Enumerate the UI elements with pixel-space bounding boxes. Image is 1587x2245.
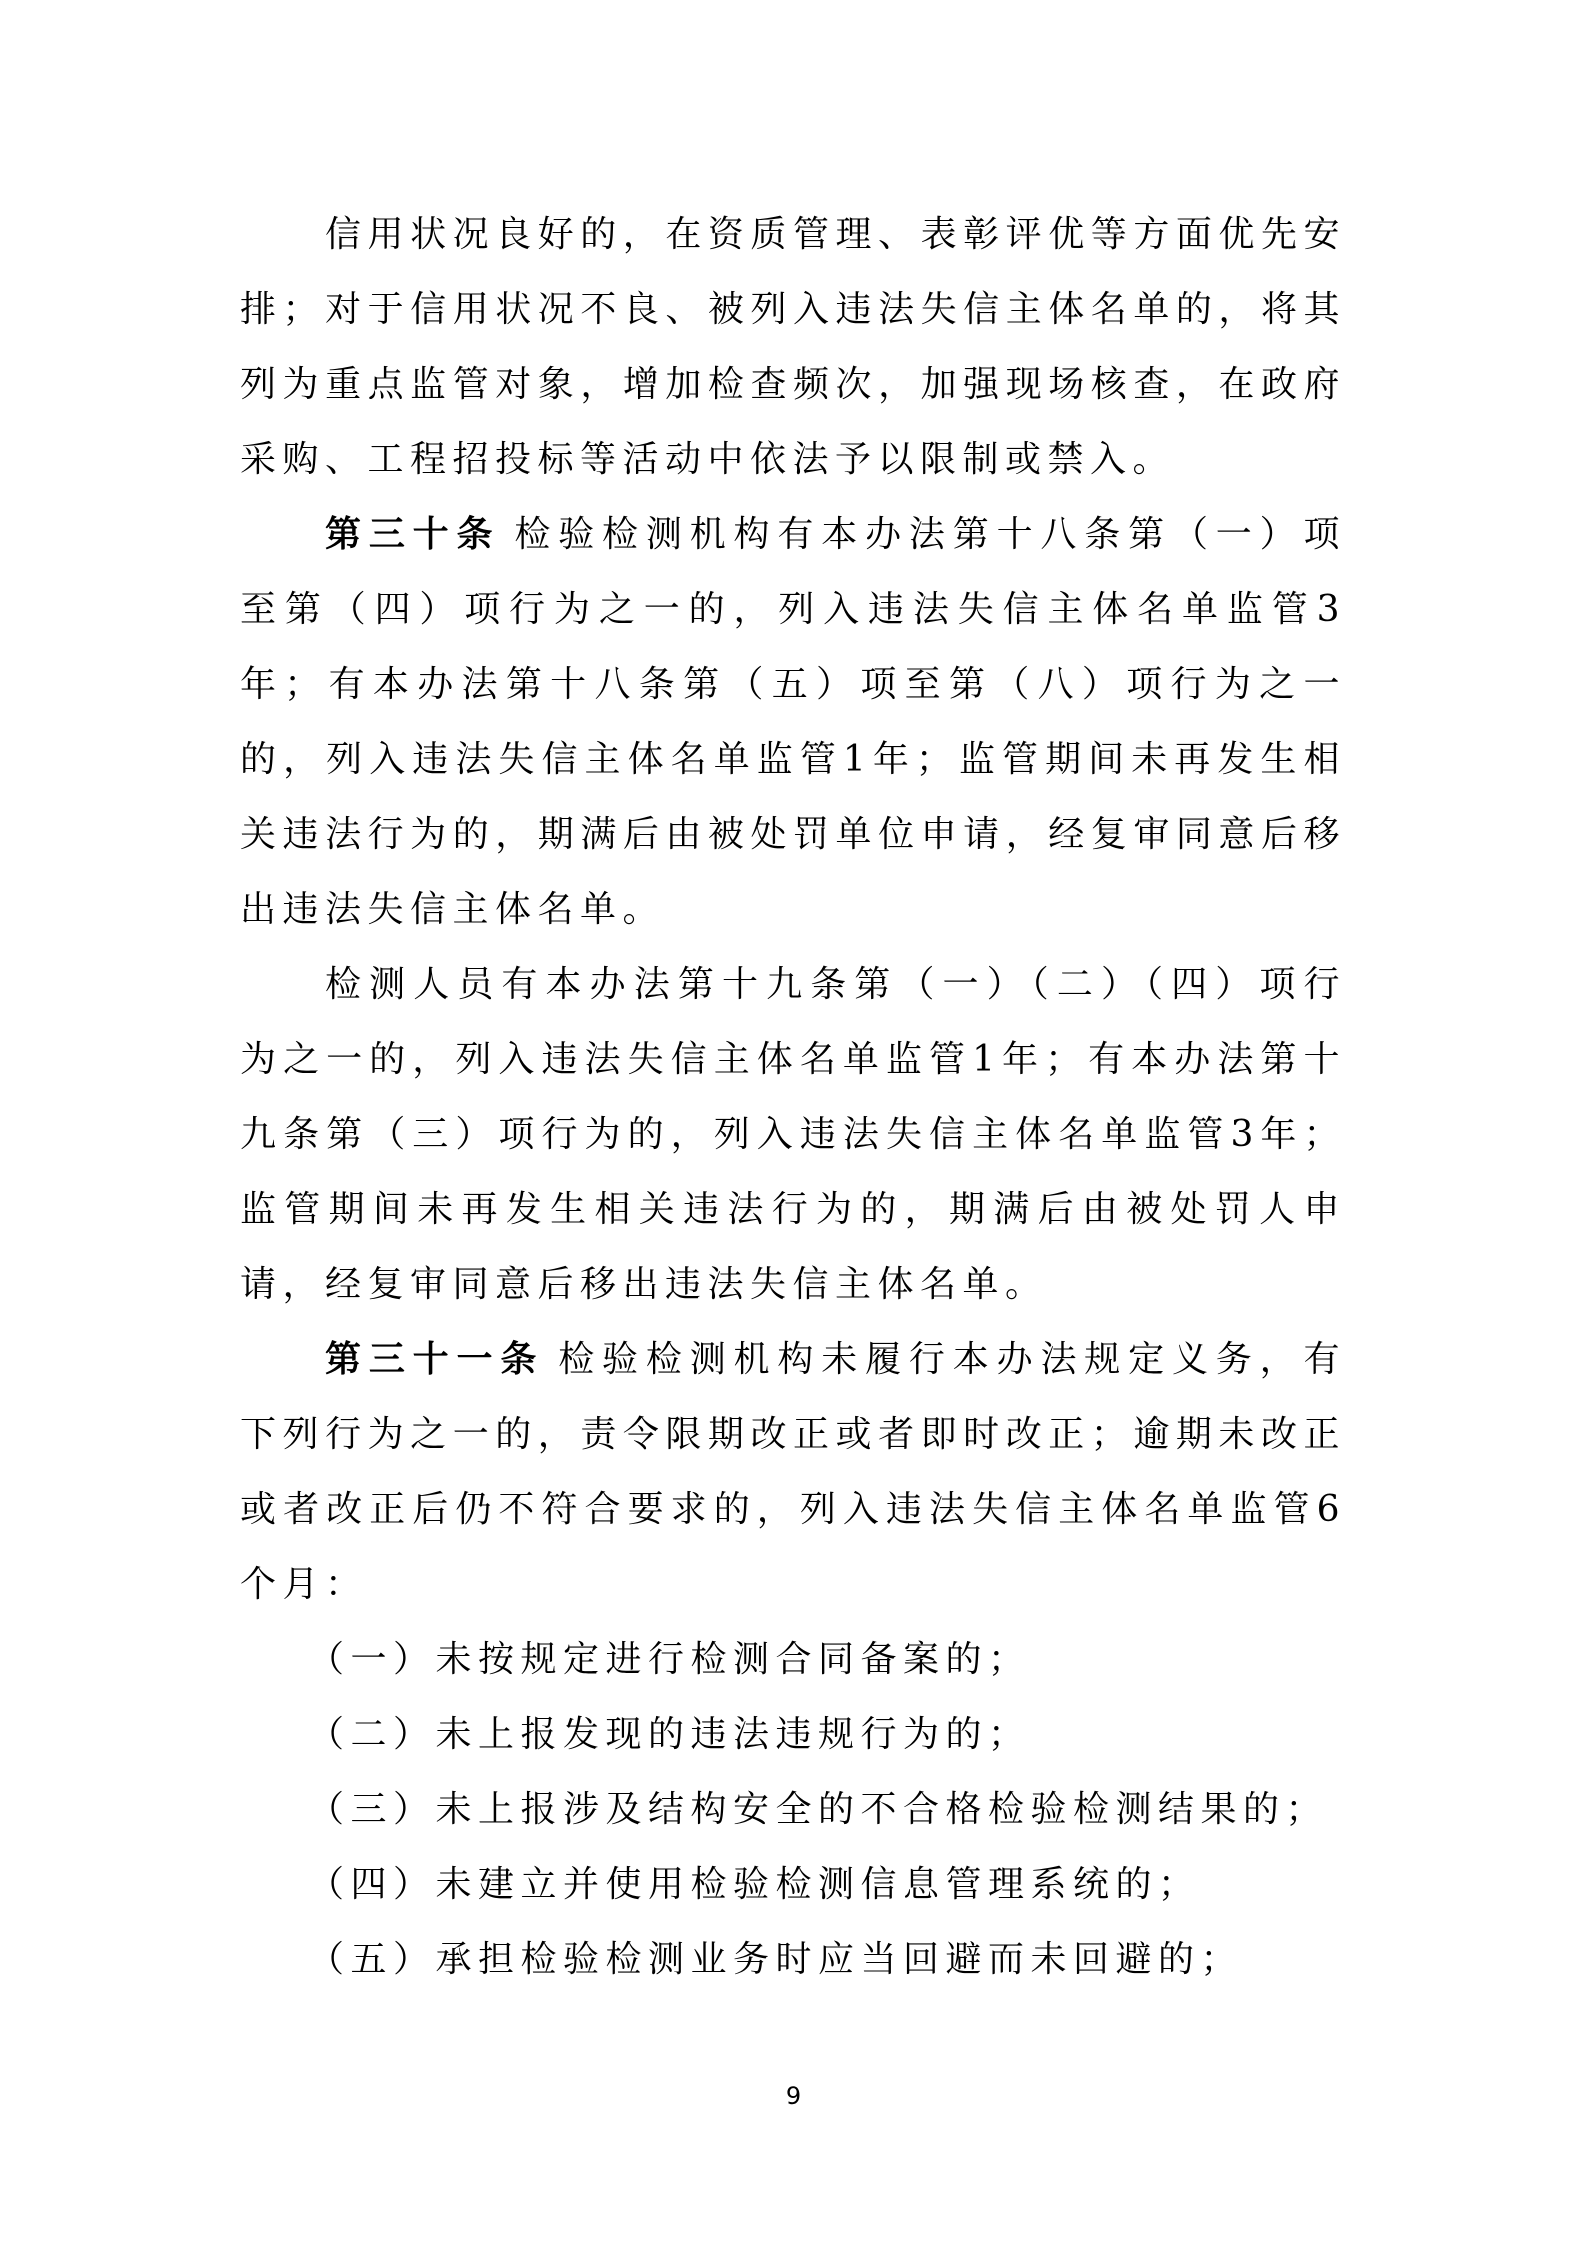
list-item: （二）未上报发现的违法违规行为的；: [308, 1714, 1031, 1755]
list-item: （一）未按规定进行检测合同备案的；: [308, 1639, 1031, 1680]
paragraph-credit-status: 信用状况良好的，在资质管理、表彰评优等方面优先安排；对于信用状况不良、被列入违法失信主体名单的，将其列为重点监管对象，增加检查频次，加强现场核查，在政府采购、工程招投标等活动中依法予以限制或禁入。: [240, 214, 1346, 480]
article-number: 第三十条: [325, 513, 501, 555]
article-text: 检验检测机构有本办法第十八条第（一）项至第（四）项行为之一的，列入违法失信主体名单监管3年；有本办法第十八条第（五）项至第（八）项行为之一的，列入违法失信主体名单监管1年；监管期间未再发生相关违法行为的，期满后由被处罚单位申请，经复审同意后移出违法失信主体名单。: [240, 514, 1346, 930]
article-text: 检验检测机构未履行本办法规定义务，有下列行为之一的，责令限期改正或者即时改正；逾期未改正或者改正后仍不符合要求的，列入违法失信主体名单监管6个月：: [240, 1339, 1346, 1605]
list-item: （三）未上报涉及结构安全的不合格检验检测结果的；: [308, 1789, 1329, 1830]
document-body: [240, 197, 1346, 1997]
article-31: [240, 1322, 1346, 1622]
article-number: 第三十一条: [325, 1338, 545, 1380]
list-item: （五）承担检验检测业务时应当回避而未回避的；: [308, 1939, 1244, 1980]
article-30: [240, 497, 1346, 947]
paragraph-inspector-blacklist: 检测人员有本办法第十九条第（一）（二）（四）项行为之一的，列入违法失信主体名单监管1年；有本办法第十九条第（三）项行为的，列入违法失信主体名单监管3年；监管期间未再发生相关违法行为的，期满后由被处罚人申请，经复审同意后移出违法失信主体名单。: [240, 964, 1346, 1305]
page-number: 9: [785, 2082, 802, 2110]
list-item: （四）未建立并使用检验检测信息管理系统的；: [308, 1864, 1201, 1905]
